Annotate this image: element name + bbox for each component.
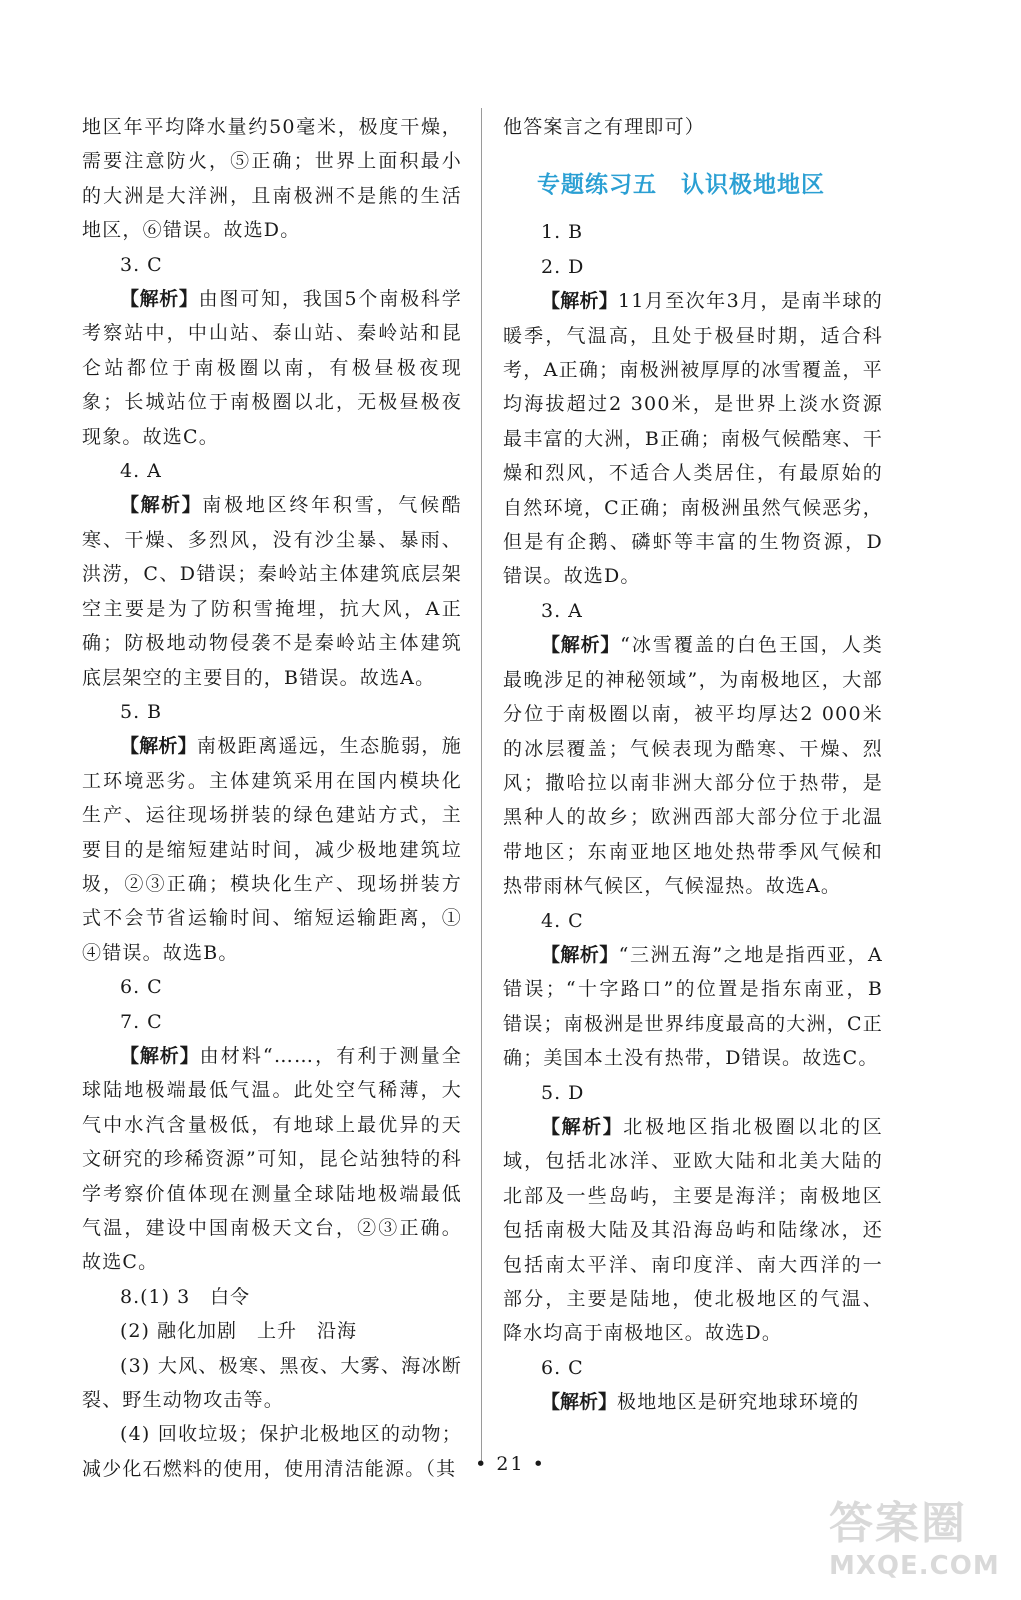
answer-5: 5. D (541, 1081, 585, 1104)
answer-4: 4. A (120, 460, 162, 483)
answer-8-4: (4) 回收垃圾；保护北极地区的动物；减少化石燃料的使用，使用清洁能源。（其 (82, 1423, 462, 1480)
answer-7: 7. C (120, 1010, 163, 1033)
section-heading: 专题练习五 认识极地地区 (537, 172, 825, 199)
explanation-text: 由材料“……，有利于测量全球陆地极端最低气温。此处空气稀薄，大气中水汽含量极低，有地球上最优异的天文研究的珍稀资源”可知，昆仑站独特的科学考察价值体现在测量全球陆地极端最低气温，建设中国南极天文台，②③正确。故选C。 (82, 1044, 462, 1274)
explanation-text: 南极距离遥远，生态脆弱，施工环境恶劣。主体建筑采用在国内模块化生产、运往现场拼装的绿色建站方式，主要目的是缩短建站时间，减少极地建筑垃圾，②③正确；模块化生产、现场拼装方式不会节省运输时间、缩短运输距离，①④错误。故选B。 (82, 735, 462, 964)
answer-6: 6. C (120, 976, 163, 999)
answer-3: 3. A (541, 599, 583, 622)
column-divider (481, 108, 482, 1463)
explanation-text: 极地地区是研究地球环境的 (617, 1391, 860, 1414)
explanation-tag: 【解析】 (541, 290, 618, 313)
explanation-6 (503, 1385, 883, 1419)
answer-3: 3. C (120, 253, 163, 276)
explanation-text: 11月至次年3月，是南半球的暖季，气温高，且处于极昼时期，适合科考，A正确；南极洲被厚厚的冰雪覆盖，平均海拔超过2 300米，是世界上淡水资源最丰富的大洲，B正确；南极气候酷寒、干燥和烈风，不适合人类居住，有最原始的自然环境，C正确；南极洲虽然气候恶劣，但是有企鹅、磷虾等丰富的生物资源，D错误。故选D。 (503, 290, 883, 588)
explanation-text: “三洲五海”之地是指西亚，A错误；“十字路口”的位置是指东南亚，B错误；南极洲是世界纬度最高的大洲，C正确；美国本土没有热带，D错误。故选C。 (503, 943, 883, 1070)
watermark-bottom: MXQE.COM (829, 1551, 1000, 1581)
explanation-7 (82, 1039, 462, 1280)
answer-8-2: (2) 融化加剧 上升 沿海 (120, 1320, 357, 1343)
explanation-tag: 【解析】 (541, 943, 619, 966)
explanation-tag: 【解析】 (541, 1391, 618, 1414)
answer-5: 5. B (120, 700, 163, 723)
left-column (82, 110, 462, 1486)
explanation-5 (82, 729, 462, 970)
explanation-text: “冰雪覆盖的白色王国，人类最晚涉足的神秘领域”，为南极地区，大部分位于南极圈以南，被平均厚达2 000米的冰层覆盖；气候表现为酷寒、干燥、烈风；撒哈拉以南非洲大部分位于热带，是黑种人的故乡；欧洲西部大部分位于北温带地区；东南亚地区地处热带季风气候和热带雨林气候区，气候湿热。故选A。 (503, 634, 883, 898)
explanation-text: 由图可知，我国5个南极科学考察站中，中山站、泰山站、秦岭站和昆仑站都位于南极圈以南，有极昼极夜现象；长城站位于南极圈以北，无极昼极夜现象。故选C。 (82, 288, 462, 448)
page-number: • 21 • (475, 1453, 546, 1475)
explanation-tag: 【解析】 (120, 288, 199, 311)
explanation-tag: 【解析】 (541, 634, 621, 657)
right-column (503, 110, 883, 1420)
answer-6: 6. C (541, 1356, 584, 1379)
explanation-3 (82, 282, 462, 454)
explanation-tag: 【解析】 (120, 1044, 200, 1067)
answer-1: 1. B (541, 221, 584, 244)
answer-8-1: 8.(1) 3 白令 (120, 1285, 251, 1308)
explanation-4 (503, 938, 883, 1076)
explanation-tag: 【解析】 (120, 494, 203, 517)
watermark-top: 答案圈 (829, 1498, 967, 1549)
explanation-3 (503, 628, 883, 903)
answer-2: 2. D (541, 255, 585, 278)
explanation-tag: 【解析】 (541, 1115, 624, 1138)
explanation-text: 北极地区指北极圈以北的区域，包括北冰洋、亚欧大陆和北美大陆的北部及一些岛屿，主要是海洋；南极地区包括南极大陆及其沿海岛屿和陆缘冰，还包括南太平洋、南印度洋、南大西洋的一部分，主要是陆地，使北极地区的气温、降水均高于南极地区。故选D。 (503, 1115, 883, 1345)
answer-8-3: (3) 大风、极寒、黑夜、大雾、海冰断裂、野生动物攻击等。 (82, 1354, 462, 1412)
explanation-2 (503, 284, 883, 594)
paragraph-continued: 他答案言之有理即可） (503, 116, 706, 138)
explanation-tag: 【解析】 (120, 735, 197, 758)
explanation-text: 南极地区终年积雪，气候酷寒、干燥、多烈风，没有沙尘暴、暴雨、洪涝，C、D错误；秦岭站主体建筑底层架空主要是为了防积雪掩埋，抗大风，A正确；防极地动物侵袭不是秦岭站主体建筑底层架空的主要目的，B错误。故选A。 (82, 494, 462, 689)
paragraph-continued: 地区年平均降水量约50毫米，极度干燥，需要注意防火，⑤正确；世界上面积最小的大洲是大洋洲，且南极洲不是熊的生活地区，⑥错误。故选D。 (82, 116, 462, 242)
watermark-logo (829, 1487, 999, 1582)
answer-4: 4. C (541, 909, 584, 932)
explanation-5 (503, 1110, 883, 1351)
explanation-4 (82, 488, 462, 694)
